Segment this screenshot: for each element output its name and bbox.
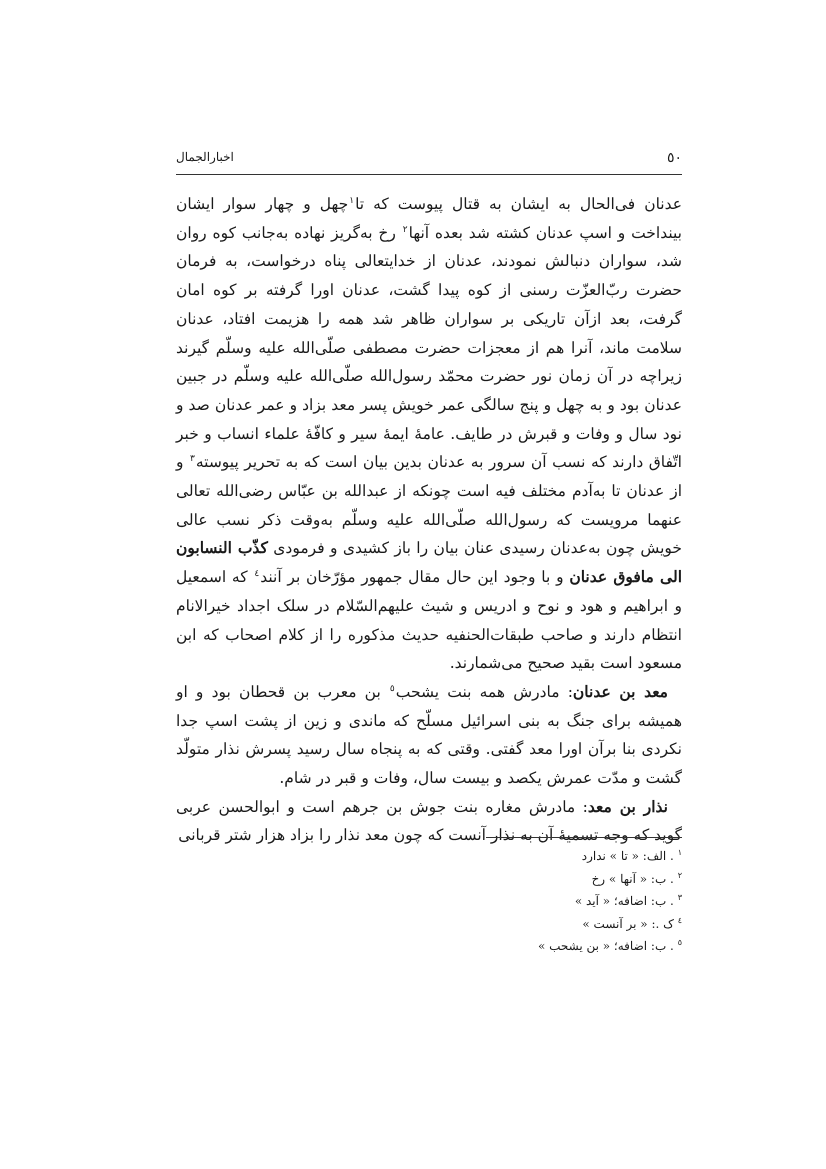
footnote: [400, 845, 682, 868]
footnote-marker: ٥: [389, 683, 395, 694]
footnote-marker: ٤: [254, 568, 260, 579]
header-rule: [176, 174, 682, 175]
text-run: بن معرب بن قحطان بود و او همیشه برای جنگ به بنی اسرائیل مسلّح که ماندی و زین از پشت اسپ جدا نکردی بنا برآن اورا معد گفتی. وقتی که به پنجاه سال رسید پسرش نذار متولّد گشت و مدّت عمرش یکصد و بیست سال، وفات و قبر در شام.: [176, 682, 682, 788]
footnote: [400, 935, 682, 958]
running-header: [176, 150, 682, 172]
section-heading: معد بن عدنان: [572, 681, 668, 701]
footnote-number: ٣: [677, 893, 682, 902]
footnote-number: ٤: [677, 915, 682, 925]
paragraph-adnan: [176, 190, 682, 678]
text-run: : مادرش مغاره بنت جوش بن جرهم است و ابوالحسن عربی گوید که وجه تسمیهٔ آن به نذار آنست که چون معد نذار را بزاد هزار شتر قربانی: [176, 797, 682, 845]
quoted-hadith: کذّب النسابون الی مافوق عدنان: [176, 538, 682, 587]
footnote: [400, 913, 682, 936]
paragraph-nizar: [176, 793, 682, 850]
text-run: که اسمعیل و ابراهیم و هود و نوح و ادریس و شیث علیهم‌السّلام در سلک اجداد خیرالانام انتظام دارند و صاحب طبقات‌الحنفیه حدیث مذکوره را از کلام اصحاب که ابن مسعود است بقید صحیح می‌شمارند.: [176, 568, 682, 673]
footnote-number: ١: [677, 848, 682, 857]
footnote: [400, 890, 682, 913]
footnote-text: . ب: اضافه؛ « بن یشحب »: [537, 939, 674, 953]
footnote-number: ٢: [677, 870, 682, 880]
footnote-marker: ٢: [402, 224, 408, 235]
footnote-marker: ٣: [189, 454, 195, 465]
footnotes: [400, 845, 682, 958]
footnote: [400, 868, 682, 891]
text-run: : مادرش همه بنت یشحب: [395, 682, 573, 701]
footnote-text: . الف: « تا » ندارد: [581, 849, 674, 863]
footnote-text: . ب: « آنها » رخ: [591, 871, 674, 886]
text-run: رخ به‌گریز نهاده به‌جانب کوه روان شد، سواران دنبالش نمودند، عدنان از خدایتعالی پناه درخواست، به فرمان حضرت ربّ‌العزّت رسنی از کوه پیدا گشت، عدنان اورا گرفته بر کوه امان گرفت، بعد ازآن تاریکی بر سواران ظاهر شد همه را هزیمت افتاد، عدنان سلامت ماند، آنرا هم از معجزات حضرت مصطفی صلّی‌الله علیه وسلّم گیرند زیراچه در آن زمان نور حضرت محمّد رسول‌الله صلّی‌الله علیه وسلّم در جبین عدنان بود و به چهل و پنج سالگی عمر خویش پسر معد بزاد و عمر عدنان صد و نود سال و وفات و قبرش در طایف. عامهٔ ایمهٔ سیر و کافّهٔ علماء انساب و خبر اتّفاق دارند که نسب آن سرور به عدنان بدین بیان است که به تحریر پیوسته: [176, 223, 682, 472]
book-title: اخبارالجمال: [176, 150, 234, 164]
text-run: و از عدنان تا به‌آدم مختلف فیه است چونکه از عبدالله بن عبّاس رضی‌الله تعالی عنهما مرویست که رسول‌الله صلّی‌الله علیه وسلّم به‌وقت ذکر نسب عالی خویش چون به‌عدنان رسیدی عنان بیان را باز کشیدی و فرمودی: [176, 453, 682, 558]
paragraph-maad: [176, 678, 682, 793]
text-run: عدنان فی‌الحال به ایشان به قتال پیوست که تا: [355, 195, 682, 213]
footnote-rule: [486, 837, 682, 838]
footnote-number: ٥: [677, 938, 682, 947]
footnote-marker: ١: [349, 195, 355, 206]
text-run: چهل و چهار سوار ایشان بینداخت و اسپ عدنان کشته شد بعده آنها: [176, 195, 682, 242]
footnote-text: ک .: « بر آنست »: [582, 916, 674, 931]
main-text: [176, 190, 682, 850]
footnote-text: . ب: اضافه؛ « آید »: [574, 894, 674, 908]
section-heading: نذار بن معد: [587, 796, 668, 816]
text-run: و با وجود این حال مقال جمهور مؤرّخان بر آنند: [260, 568, 570, 587]
page-number: ٥٠: [666, 150, 682, 166]
